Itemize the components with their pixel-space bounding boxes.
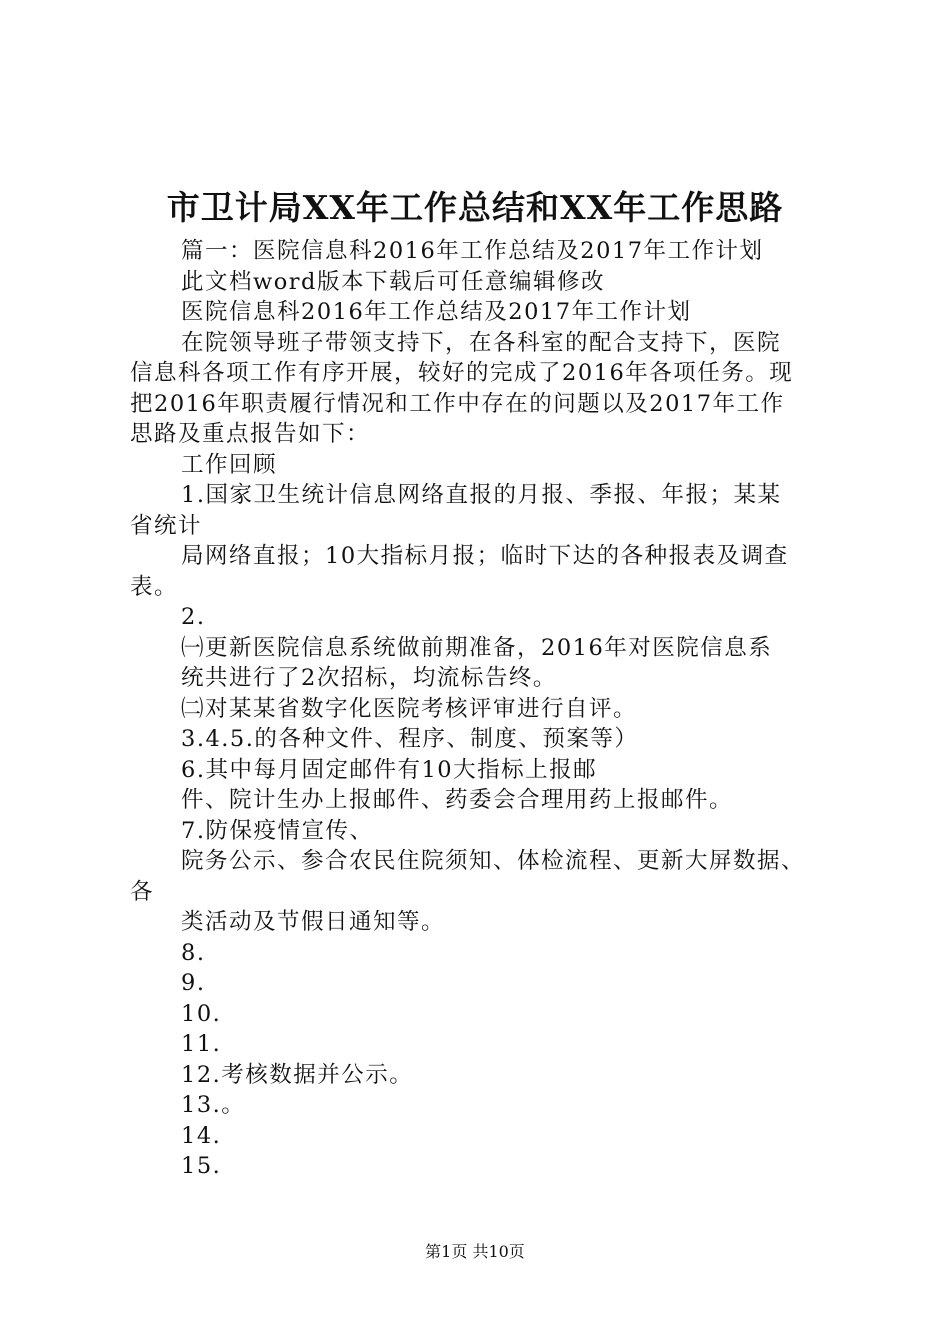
body-line: 信息科各项工作有序开展，较好的完成了2016年各项任务。现	[130, 360, 794, 386]
body-line: 10.	[181, 1000, 222, 1027]
body-line: 统共进行了2次招标，均流标告终。	[181, 665, 557, 691]
body-line: 院务公示、参合农民住院须知、体检流程、更新大屏数据、	[181, 848, 806, 874]
body-line: 12.考核数据并公示。	[181, 1061, 414, 1088]
body-line: 13.。	[181, 1092, 246, 1118]
document-title: 市卫计局XX年工作总结和XX年工作思路	[166, 188, 784, 227]
body-line: 医院信息科2016年工作总结及2017年工作计划	[181, 299, 692, 325]
body-line: 7.防保疫情宣传、	[181, 817, 374, 844]
body-line: 省统计	[130, 512, 203, 539]
body-line: 3.4.5.的各种文件、程序、制度、预案等）	[181, 726, 639, 752]
body-line: ㈠更新医院信息系统做前期准备，2016年对医院信息系	[181, 634, 773, 661]
body-line: 各	[130, 878, 155, 905]
body-line: 2.	[181, 604, 206, 630]
body-line: 6.其中每月固定邮件有10大指标上报邮	[181, 756, 598, 783]
body-line: 15.	[181, 1153, 222, 1179]
body-line: 类活动及节假日通知等。	[181, 909, 446, 935]
body-line: 9.	[181, 970, 206, 996]
page-number-footer: 第1页 共10页	[425, 1242, 525, 1261]
body-line: 14.	[181, 1122, 222, 1149]
document-body	[130, 236, 860, 1182]
body-line: 1.国家卫生统计信息网络直报的月报、季报、年报；某某	[181, 482, 782, 508]
body-line: 此文档word版本下载后可任意编辑修改	[181, 268, 605, 295]
body-line: 篇一：医院信息科2016年工作总结及2017年工作计划	[181, 238, 764, 264]
body-line: 在院领导班子带领支持下，在各科室的配合支持下，医院	[181, 329, 782, 356]
body-line: 把2016年职责履行情况和工作中存在的问题以及2017年工作	[130, 390, 785, 417]
body-line: 思路及重点报告如下：	[130, 421, 371, 447]
body-line: 工作回顾	[181, 451, 278, 478]
body-line: 件、院计生办上报邮件、药委会合理用药上报邮件。	[181, 787, 734, 813]
body-line: 表。	[130, 573, 179, 600]
body-line: 局网络直报；10大指标月报；临时下达的各种报表及调查	[181, 543, 789, 569]
body-line: 11.	[181, 1031, 222, 1057]
body-line: ㈡对某某省数字化医院考核评审进行自评。	[181, 695, 638, 722]
body-line: 8.	[181, 939, 206, 966]
